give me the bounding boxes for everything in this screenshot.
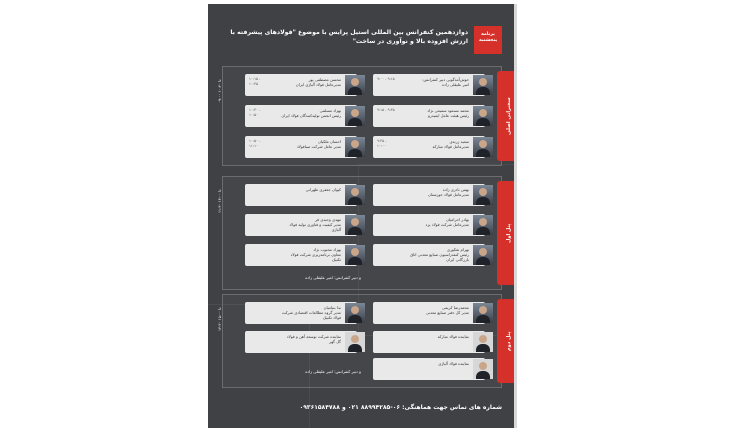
speaker-role: مدیرعامل فولاد مبارکه [432, 144, 469, 149]
speaker-card [373, 302, 485, 324]
speaker-card [245, 331, 357, 353]
session-time: ۱۳:۳۰ تا ۱۵:۰۰ [217, 307, 222, 331]
moderator-text: و دبیر کنفرانس: امیر علیقلی زاده [305, 369, 361, 374]
speaker-card [373, 74, 485, 96]
speaker-card [245, 74, 357, 96]
speaker-info [281, 334, 341, 344]
speaker-info [281, 305, 341, 320]
session-time: ۰۹:۰۰ تا ۱۰:۴۰ [217, 79, 222, 103]
session-label: سخنرانی اصلی [497, 71, 514, 161]
speaker-photo-placeholder [473, 332, 493, 352]
speaker-photo [473, 106, 493, 126]
speaker-name: کیوان جعفری طهرانی [305, 187, 341, 192]
speaker-card [245, 105, 357, 127]
speaker-info [409, 108, 469, 118]
speaker-photo [473, 245, 493, 265]
speaker-photo-placeholder [473, 359, 493, 379]
poster-edge-shadow [514, 4, 517, 428]
speaker-photo [473, 185, 493, 205]
speaker-name: نماینده فولاد آلیاژی [438, 361, 469, 366]
speaker-name: بهادر احرامیان [446, 217, 469, 222]
speaker-photo [473, 303, 493, 323]
speaker-time: ۹:۳۵ - ۱۰:۰۰ [377, 139, 387, 148]
speaker-card [373, 105, 485, 127]
speaker-info [409, 139, 469, 149]
conference-poster [208, 4, 514, 428]
speaker-name: بهزاد محبوب نژاد [313, 247, 341, 252]
speaker-name: ندا بنیامیان [323, 305, 341, 310]
speaker-name: محمد مسعود سمیعی نژاد [427, 108, 469, 113]
speaker-name: محسن مصطفی پور [308, 77, 341, 82]
speaker-photo [345, 75, 365, 95]
speaker-photo [473, 137, 493, 157]
speaker-photo-placeholder [345, 332, 365, 352]
speaker-name: سعید زرندی [449, 139, 469, 144]
speaker-name: بهرام شکوری [446, 247, 469, 252]
speaker-info [409, 247, 469, 262]
speaker-info [281, 108, 341, 118]
speaker-info [281, 139, 341, 149]
speaker-photo [473, 75, 493, 95]
speaker-card [373, 184, 485, 206]
speaker-time: ۱۰:۵۰ - ۱۱:۱۰ [249, 139, 261, 148]
speaker-role: مدیر کیفیت و فناوری تولید فولاد آلیاژی [289, 222, 341, 232]
speaker-card [373, 331, 485, 353]
speaker-photo [345, 245, 365, 265]
speaker-card [245, 214, 357, 236]
speaker-name: خوش‌آمدگویی دبیر کنفرانس: [422, 77, 469, 82]
speaker-name: بهزاد مسلمی [319, 108, 341, 113]
speaker-name: احسان ملکیان [318, 139, 341, 144]
speaker-info [409, 187, 469, 197]
speaker-name: نماینده فولاد مبارکه [437, 334, 469, 339]
session-label: پنل دوم [497, 299, 514, 383]
conference-title: دوازدهمین کنفرانس بین المللی استیل پرایس با موضوع "فولادهای پیشرفته با ارزش افزوده بالا و نوآوری در ساخت" [230, 29, 468, 45]
speaker-role: مدیرعامل فولاد خوزستان [428, 192, 469, 197]
speaker-role: رئیس کنفدراسیون صنایع معدنی اتاق بازرگانی ایران [410, 252, 469, 262]
session-time: ۱۱:۳۰ تا ۱۳:۰۰ [217, 189, 222, 213]
speaker-info [281, 77, 341, 87]
speaker-time: ۱۰:۳۰ - ۱۰:۵۰ [249, 108, 261, 117]
speaker-card [245, 302, 357, 324]
speaker-card [373, 244, 485, 266]
speaker-role: مدیر عامل شرکت صبافولاد [296, 144, 341, 149]
speaker-card [373, 136, 485, 158]
speaker-info [409, 361, 469, 366]
moderator-text: و دبیر کنفرانس: امیر علیقلی زاده [305, 275, 361, 280]
speaker-info [409, 305, 469, 315]
session-label: پنل اول [497, 181, 514, 285]
session-keynote [217, 66, 512, 166]
speaker-photo [345, 215, 365, 235]
session-panel-1 [217, 176, 512, 290]
speaker-role: مدیر گروه مطالعات اقتصادی شرکت فولاد تکنیک [281, 310, 341, 320]
speaker-time: ۹:۱۵ - ۹:۳۵ [377, 108, 395, 112]
speaker-card [373, 214, 485, 236]
speaker-info [281, 217, 341, 232]
speaker-card [245, 184, 357, 206]
contact-footer: شماره های تماس جهت هماهنگی: ۰۶-۸۸۹۹۴۲۸۵ ۰۲۱ و ۰۹۳۶۱۵۸۴۷۸۸ [299, 404, 502, 411]
speaker-photo [345, 137, 365, 157]
speaker-role: مدیرعامل فولاد آلیاژی ایران [295, 82, 341, 87]
speaker-info [281, 247, 341, 262]
speaker-card [373, 358, 485, 380]
speaker-name: نماینده شرکت توسعه آهن و فولاد گل گهر [286, 334, 341, 344]
speaker-photo [345, 185, 365, 205]
speaker-role: امیر علیقلی زاده [442, 82, 469, 87]
speaker-info [409, 334, 469, 339]
speaker-role: معاون برنامه‌ریزی شرکت فولاد تکنیک [290, 252, 341, 262]
speaker-name: مهدی وحیدی فر [315, 217, 341, 222]
speaker-info [281, 187, 341, 192]
speaker-info [409, 77, 469, 87]
speaker-time: ۱۰:۱۵ - ۱۰:۳۵ [249, 77, 261, 86]
speaker-info [409, 217, 469, 227]
speaker-role: مدیرعامل شرکت فولاد یزد [425, 222, 469, 227]
speaker-photo [345, 303, 365, 323]
speaker-photo [473, 215, 493, 235]
speaker-time: ۹:۰۰ - ۹:۱۵ [377, 77, 395, 81]
speaker-photo [345, 106, 365, 126]
poster-header [222, 26, 502, 60]
speaker-role: رئیس هیئت عامل ایمیدرو [428, 113, 469, 118]
session-panel-2 [217, 294, 512, 388]
speaker-role: مدیر کل دفتر صنایع معدنی [425, 310, 469, 315]
speaker-name: محمدرضا کریمی [441, 305, 469, 310]
speaker-card [245, 136, 357, 158]
program-badge: برنامه پنجشنبه [474, 26, 502, 54]
speaker-card [245, 244, 357, 266]
speaker-role: رئیس انجمن تولیدکنندگان فولاد ایران [281, 113, 341, 118]
speaker-name: بهمن نادری زاده [442, 187, 469, 192]
